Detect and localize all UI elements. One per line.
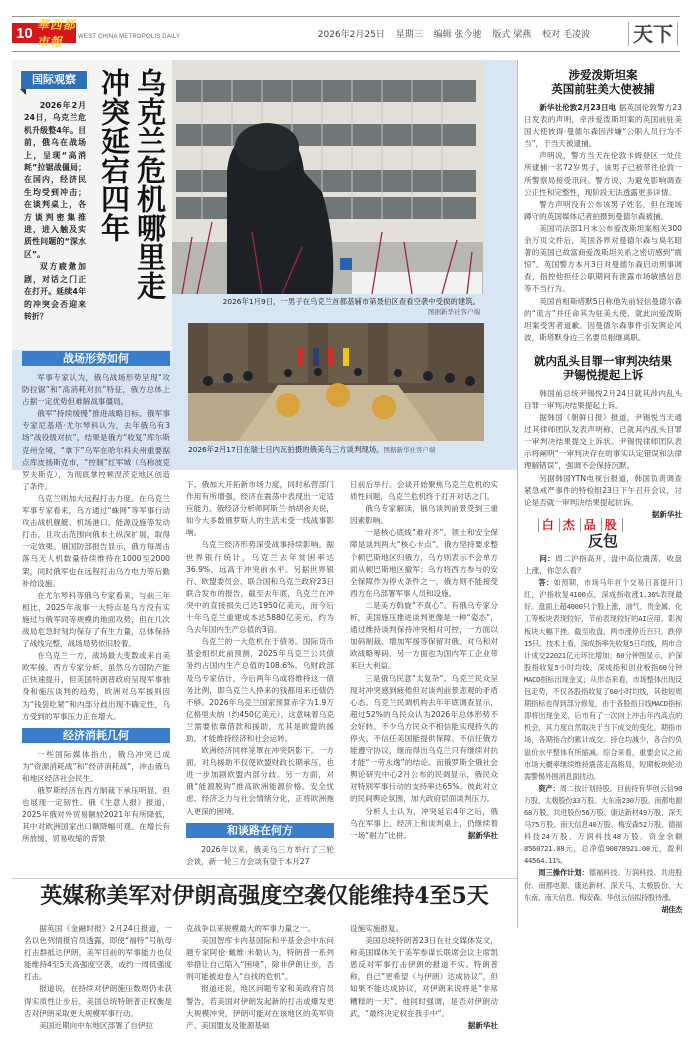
headline-line-2: 冲突延宕四年 — [97, 68, 131, 242]
paragraph: 声明说，警方当天在伦敦卡姆登区一处住所逮捕一名72岁男子，该男子已被带往伦敦一所警察局接受讯问。警方说，为避免影响调查公正性和完整性，现阶段无法透露更多详情。 — [524, 151, 682, 197]
brand-char: 股 — [601, 518, 623, 532]
paragraph: 据英国《金融时报》2月24日报道，一名以色列情报官员透露，即使“福特”号航母打击群抵达伊朗，美军目前的军事能力也仅能维持4至5天高强度空袭，或约一周低强度打击。 — [24, 924, 172, 982]
layout-credit: 版式 梁燕 — [492, 30, 532, 40]
paragraph: 报道还说，地区问题专家和美政府官员警告，若美国对伊朗发起新的打击或爆发更大规模冲突，伊朗可能对在该地区的美军资产、美国盟友及能源基础 — [186, 984, 334, 1030]
plan-text: 德福科技、万润科技、共进股份、南都电源、康达新材、深天马、太极股份、大东南、南天信息、梅安森、华创云信拟持股待涨。 — [524, 868, 682, 902]
assets-text: 周二按计划持股。目前持有华创云信90万股、太极股份33万股、大东南230万股、南都电源68万股、共进股份56万股、康达新材49万股、深天马75万股、南天信息40万股、梅安森52万股、德福科技24万股、万润科技48万股。资金余额8560721.08元，总净值90878921.08元，盈利44564.11%。 — [524, 783, 682, 866]
page-number: 10 — [16, 24, 33, 42]
top-rule — [12, 16, 680, 17]
paragraph: 美国总统特朗普23日在社交媒体发文，称美国媒体关于美军参谋长联席会议主席凯恩反对军事打击伊朗的报道不实。特朗普称，自己“更希望（与伊朗）达成协议”，但如果不能达成协议，对伊朗来说将是“非常糟糕的一天”。他同时强调，是否对伊朗动武，“最终决定权在我手中”。 — [350, 936, 498, 1018]
brand-char: 杰 — [559, 518, 580, 532]
editor: 编辑 张今驰 — [433, 30, 482, 40]
plan-label: 周三操作计划： — [538, 868, 589, 878]
paragraph: 韩国前总统尹锡悦2月24日就其涉内乱头目罪一审判决结果提起上诉。 — [524, 388, 682, 410]
feature-column-2 — [186, 479, 334, 868]
paragraph: 报道说，在持续对伊朗施压数周仍未获得实质性让步后，美国总统特朗普正权衡是否对伊朗采取更大规模军事行动。 — [24, 984, 172, 1018]
feature-column-1 — [22, 346, 170, 845]
paragraph: 日前后举行。会谈开始聚焦乌克兰危机的实质性问题，乌克兰危机终于打开对话之门。 — [350, 480, 498, 502]
paragraph: 军事专家认为，俄乌战场形势呈现“攻防拉锯”和“高消耗对抗”特征，俄方总体上占据一定优势但难解战事僵局。 — [22, 373, 170, 407]
assets-label: 资产： — [538, 783, 560, 793]
feature-headline — [96, 68, 168, 368]
stock-title: 反包 — [587, 531, 618, 550]
issue-weekday: 星期三 — [395, 30, 423, 40]
paragraph: 二是美方斡旋“不真心”。有俄乌专家分析，美国施压推进谈判更像是一种“姿态”，通过维持谈判保持冲突相对可控，一方面以加码制裁、增加军援等保留对俄、对乌和对欧战略筹码，另一方面也为国内军工企业带来巨大利益。 — [350, 600, 498, 671]
news2-title-line2: 尹锡悦提起上诉 — [562, 367, 644, 382]
question-label: 问： — [539, 554, 556, 563]
paragraph: 克战争以来规模最大的军事力量之一。 — [186, 924, 316, 933]
column-divider — [517, 60, 518, 928]
answer-text: 如预期，市场马年首个交易日喜提开门红，沪指收复4100点，深成指收涨1.36%表现最好。盘面上超4000只个股上涨，油气、贵金属、化工等板块表现较好，节前表现较好的AI应用、影视板块大幅下挫。截至收盘，两市涨停近百只，跌停15只。技术上看，深成指率先收复5日均线，两市合计成交22021亿元环比增加；60分钟图显示，沪深股指收复5小时均线，深成指和创业板指60分钟MACD指标出现金叉；从形态来看，市场整体出现反包走势，不仅各股指收复了60小时均线，其他短周期指标也得到部分修复，由于各股指日线MACD指标即将出现金叉，后市有了一次向上冲击年内高点的机会，其力度自然取决于当下成交的变化。期指市场，各期指合约累计成交、持仓均减少，各合约负溢价水平整体有所缩减。综合来看，重要会议之前市场大概率继续维持震荡走高格局，短期板块轮动需警惕外围消息面扰动。 — [524, 578, 683, 781]
paragraph: 下，俄加大开拓新市场力度，同时私营部门作用有所增强，经济在震荡中表现出一定适应能力。俄经济分析师阿斯兰·纳胡舍夫说，如今大多数俄罗斯人的生活未受一线战事影响。 — [186, 480, 334, 538]
bottom-story-rule — [12, 878, 517, 879]
proofreader: 校对 毛凌波 — [542, 30, 590, 40]
paragraph: 一是核心底线“难对齐”。领土和安全保障是谈判两大“核心卡点”。俄方坚持要求整个顿巴斯地区归俄方，乌方则表示不会单方面从顿巴斯地区撤军；乌方将西方参与的安全保障作为停火条件之一，俄方则不能接受西方在乌部署军事人员和设施。 — [350, 528, 498, 598]
paragraph: 据韩国《朝鲜日报》报道，尹锡悦当天通过其律师团队发表声明称，已就其内乱头目罪一审判决结果提交上诉状。尹锡悦律师团队表示将阐明“一审判决存在的事实认定错误和法律理解错误”，强调不会保持沉默。 — [524, 413, 682, 471]
tag-fold — [20, 89, 26, 95]
lede-paragraph: 2026年2月24日，乌克兰危机升级整4年。目前，俄乌在战场上，呈现“高消耗”拉锯战僵局；在国内，经济民生均受到冲击；在谈判桌上，各方谈判密集推进，进入触及实质性问题的“深水区”。 — [24, 101, 86, 259]
news1-dateline: 新华社伦敦2月23日电 — [539, 103, 617, 112]
paragraph: 英国首相斯塔默5日称他先前轻信曼德尔森的“谎言”并任命其为驻美大使，就此向爱泼斯坦案受害者道歉。因曼德尔森事件引发舆论风波，斯塔默身边三名要员相继离职。 — [524, 296, 682, 342]
photo-damaged-building — [172, 62, 483, 294]
paragraph: 乌克兰经济形势深受战事持续影响。据世界银行统计，乌克兰去年贫困率达36.9%，远高于冲突前水平。另据世界银行、欧盟委员会、联合国和乌克兰政府23日联合发布的报告，截至去年底，乌克兰在冲突中的直接损失已达1950亿美元，而今后十年乌克兰重建成本达5880亿美元，约为乌去年国内生产总值的3倍。 — [186, 540, 334, 635]
photo1-caption: 2026年1月9日，一男子在乌克兰首都基辅市第聂伯区查看空袭中受损的建筑。 — [222, 297, 480, 306]
brand-char: 白 — [538, 518, 559, 532]
question-text: 周二沪指高开，盘中高位震荡，收盘上涨，你怎么看？ — [524, 554, 683, 576]
section-name: 天下 — [628, 22, 678, 46]
issue-date: 2026年2月25日 — [317, 30, 385, 40]
news2-source: 据新华社 — [651, 509, 682, 519]
photo1-credit: 图据新华社客户端 — [428, 308, 480, 316]
paragraph: 在乌克兰一方，战场最大变数或来自美欧军援。西方专家分析，虽然乌方国防产能正快速提升，但美国特朗普政府呈现军事抽身和施压谈判的趋势，欧洲对乌军援则因为“钱袋吃紧”和内部分歧出现不确定性，乌方受到的军事压力正在增大。 — [22, 651, 170, 721]
masthead-logo — [12, 18, 76, 49]
feature-column-3 — [350, 479, 498, 842]
brand-char: 品 — [580, 518, 601, 532]
feature-source: 据新华社 — [467, 830, 498, 840]
news1-title-line1: 涉爱泼斯坦案 — [568, 68, 638, 82]
feature-tag: 国际观察 — [20, 70, 88, 90]
news2-title — [524, 354, 682, 382]
paragraph: 警方声明没有公布该男子姓名，但在现场蹲守的英国媒体记者拍摄到曼德尔森被捕。 — [524, 199, 682, 221]
paragraph: 据英国伦敦警方23日发表的声明，牵涉爱泼斯坦案的英国前驻美国大使彼得·曼德尔森因涉嫌“公职人员行为不当”，于当天被逮捕。 — [524, 103, 682, 149]
paragraph: 俄罗斯经济在西方制裁下承压明显，但也展现一定韧性。俄《生意人报》报道，2025年俄对外贸易额较2021年有所降低，其中对欧洲国家出口额降幅可观。在增长有所放缓、贸易收缩的背景 — [22, 786, 170, 844]
bottom-source: 据新华社 — [467, 1020, 498, 1030]
paragraph: 美国司法部1月末公布爱泼斯坦案相关300余万页文件后，英国各界对曼德尔森与臭名昭著的美国已故富商爱泼斯坦关系之密切感到“震惊”。英国警方本月3日对曼德尔森启动刑事调查，指控他担任公职期间有泄露市场敏感信息等不当行为。 — [524, 223, 682, 294]
news1-title-line2: 英国前驻美大使被捕 — [551, 82, 655, 96]
photo2-credit: 图据新华社客户端 — [383, 446, 436, 454]
subhead-economy: 经济消耗几何 — [22, 728, 170, 743]
paragraph: 分析人士认为，冲突延宕4年之后，俄乌在军事上、经济上和谈判桌上，仍继续着一场“耐力”比拼。 — [350, 806, 498, 840]
feature-lede — [24, 100, 86, 323]
bottom-headline: 英媒称美军对伊朗高强度空袭仅能维持4至5天 — [40, 883, 489, 909]
right-column — [524, 68, 682, 916]
answer-label: 答： — [538, 578, 554, 588]
headline-line-1: 乌克兰危机哪里走 — [133, 68, 167, 300]
paragraph: 三是俄乌民意“太复杂”。乌克兰民众呈现对冲突感到疲倦但对谈判前景悲观的矛盾心态。乌克兰民调机构去年年底调查显示，超过52%的乌民众认为2026年总体形势不会好转。不少乌方民众不相信能实现持久的停火、不信任美国能提供保障、不信任俄方能遵守协议，继而得出乌克兰只有继续对抗才能“一劳永逸”的结论。而俄罗斯全俄社会舆论研究中心2月公布的民调显示，俄民众对特别军事行动的支持率达65%。彼此对立的民间舆论氛围，加大政府层面谈判压力。 — [350, 673, 498, 804]
subhead-peace-talks: 和谈路在何方 — [186, 823, 334, 838]
subhead-battlefield: 战场形势如何 — [22, 351, 170, 366]
paper-name: 華西都市報 — [36, 18, 76, 49]
paper-name-en: WEST CHINA METROPOLIS DAILY — [78, 34, 181, 40]
stock-author: 胡佳杰 — [661, 904, 682, 914]
paragraph: 乌克兰的一大危机在于债务。国际货币基金组织此前预测，2025年乌克兰公共债务约占国内生产总值的108.6%。乌财政部及乌专家估计，今后两年乌或将维持这一债务比例，即乌克兰人挣来的钱都用来还债仍不够。2026年乌克兰国家预算赤字为1.9万亿格里夫纳（约450亿美元），这意味着乌克兰需要依靠借款和援助，尤其是欧盟的援助，才能维持经济和社会运转。 — [186, 637, 334, 743]
paragraph: 俄军“持续缓慢”推进战略目标。俄军事专家尼基塔·尤尔琴科认为，去年俄乌有3场“战役级对抗”，结果是俄方“收复”库尔斯克州全境、“拿下”乌军在哈尔科夫州重要据点库皮扬斯克市，“控制”红军城（乌称波克罗夫斯克），为彻底掌控顿涅茨克地区创造了条件。 — [22, 409, 170, 491]
news1-title — [524, 68, 682, 96]
paragraph: 设施实施报复。 — [350, 924, 404, 933]
lede-paragraph: 双方疲惫加剧，对话之门正在打开。延续4年的冲突会否迎来转折？ — [24, 262, 86, 321]
photo2-caption-text: 2026年2月17日在瑞士日内瓦拍摄的俄美乌三方谈判现场。 — [188, 445, 384, 454]
paragraph: 俄乌专家解读，俄乌谈判前景受到三重因素影响。 — [350, 504, 498, 526]
photo-negotiation — [188, 323, 484, 441]
photo2-caption — [188, 444, 498, 455]
paragraph: 乌克兰则加大远程打击力度。在乌克兰军事专家看来，乌方通过“蛛网”等军事行动攻击战机舰艇、机场港口、能源设施等发动打击，且攻击范围向俄本土纵深扩展，取得一定效果。俄国防部报告显示，俄方每周击落乌无人机数量持续维持在1000至2000架，同时俄军也在远程打击乌方电力等后勤补给设施。 — [22, 493, 170, 588]
bottom-column-1 — [24, 923, 172, 1032]
paragraph: 在尤尔琴科等俄乌专家看来，与前三年相比，2025年战事一大特点是乌方没有实施过与俄军同等规模的地面攻势，但在几次战局危急时刻均保存了有生力量，总体保持了战线完整，战场局势依旧胶着。 — [22, 590, 170, 649]
masthead-bottom-rule — [12, 51, 680, 52]
news2-title-line1: 就内乱头目罪一审判决结果 — [534, 353, 672, 368]
paragraph: 一些国际媒体指出，俄乌冲突已成为“资源消耗战”和“经济消耗战”，冲击俄乌和地区经济社会民生。 — [22, 749, 170, 783]
paragraph: 美国近期向中东地区部署了自伊拉 — [39, 1020, 154, 1030]
paragraph: 欧洲经济同样笼罩在冲突阴影下。一方面，对乌援助不仅使欧盟财政长期承压，也进一步加剧欧盟内部分歧。另一方面，对俄“能源脱钩”推高欧洲能源价格。安全忧虑、经济乏力与社会情绪分化，正将欧洲拖入更深的困境。 — [186, 746, 334, 816]
bottom-column-2 — [186, 923, 334, 1032]
paragraph: 2026年以来，俄美乌三方举行了三轮会谈，新一轮三方会谈有望于本月27 — [186, 844, 334, 866]
masthead-meta — [310, 27, 590, 40]
paragraph: 另据韩国YTN电视台报道，韩国负责调查紧急戒严事件的特检组23日下午召开会议，讨论是否就一审判决结果提起抗诉。 — [524, 473, 682, 507]
bottom-column-3 — [350, 923, 498, 1032]
stock-column — [524, 517, 683, 914]
paragraph: 美国智库卡内基国际和平基金会中东问题专家阿伦·戴维·米勒认为，特朗普一系列举措让自己陷入“困境”，除非伊朗让步，否则可能被迫卷入“自找的危机”。 — [186, 936, 334, 982]
